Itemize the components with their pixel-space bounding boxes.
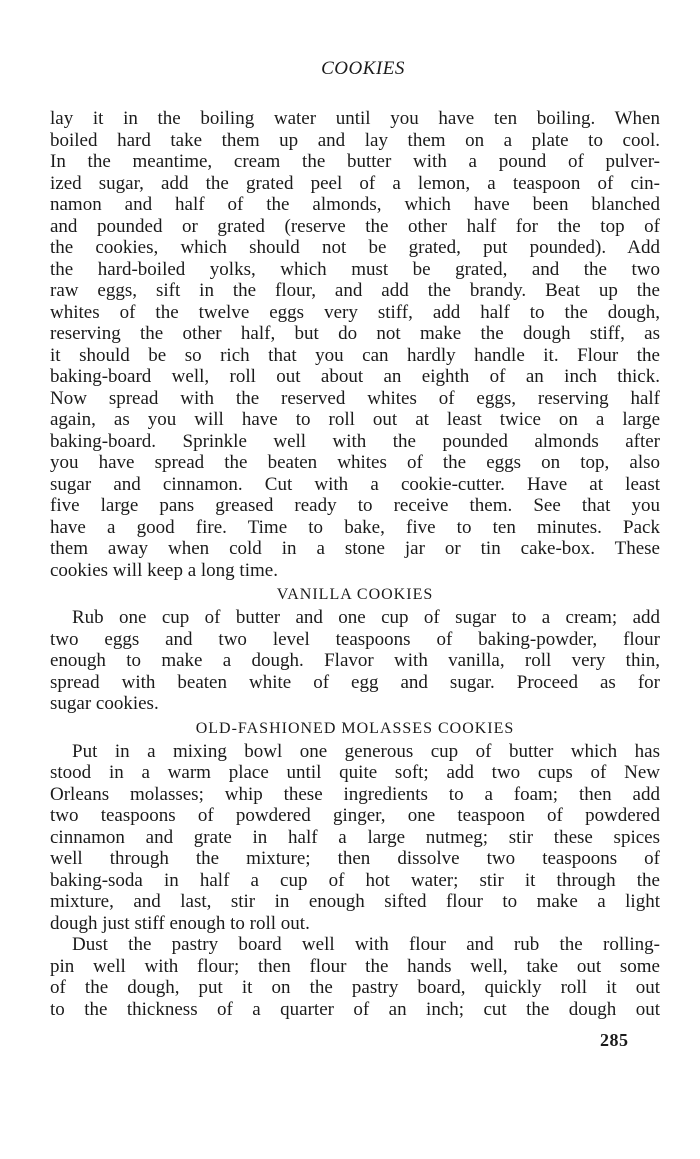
text-line: whites of the twelve eggs very stiff, add half to the dough, [50, 301, 660, 323]
text-line: spread with beaten white of egg and sugar. Proceed as for [50, 671, 660, 693]
text-line: Rub one cup of butter and one cup of sugar to a cream; add [72, 607, 660, 628]
text-line: sugar and cinnamon. Cut with a cookie-cutter. Have at least [50, 473, 660, 495]
text-line: stood in a warm place until quite soft; add two cups of New [50, 762, 660, 783]
text-line: baking-board well, roll out about an eighth of an inch thick. [50, 366, 660, 387]
text-line: two eggs and two level teaspoons of baking-powder, flour [50, 628, 660, 650]
text-line: In the meantime, cream the butter with a pound of pulver- [50, 151, 660, 172]
text-line: two teaspoons of powdered ginger, one teaspoon of powdered [50, 805, 660, 826]
text-line: lay it in the boiling water until you have ten boiling. When [50, 108, 660, 129]
text-line: it should be so rich that you can hardly handle it. Flour the [50, 344, 660, 366]
paragraph [50, 108, 660, 581]
text-line: you have spread the beaten whites of the eggs on top, also [50, 452, 660, 473]
text-line: Now spread with the reserved whites of eggs, reserving half [50, 387, 660, 409]
paragraph [50, 607, 660, 715]
section-heading: OLD-FASHIONED MOLASSES COOKIES [195, 719, 515, 737]
page-body [50, 108, 660, 1020]
text-line: Dust the pastry board well with flour and rub the rolling- [72, 934, 660, 955]
text-line: well through the mixture; then dissolve two teaspoons of [50, 848, 660, 869]
text-line: baking-board. Sprinkle well with the pounded almonds after [50, 430, 660, 452]
text-line: them away when cold in a stone jar or tin cake-box. These [50, 538, 660, 559]
text-line: to the thickness of a quarter of an inch; cut the dough out [50, 998, 660, 1020]
running-head: COOKIES [321, 58, 405, 79]
text-line: enough to make a dough. Flavor with vanilla, roll very thin, [50, 650, 660, 671]
text-line: five large pans greased ready to receive them. See that you [50, 495, 660, 516]
text-line: raw eggs, sift in the flour, and add the brandy. Beat up the [50, 280, 660, 301]
text-line: cookies will keep a long time. [50, 559, 278, 581]
text-line: namon and half of the almonds, which have been blanched [50, 194, 660, 215]
text-line: reserving the other half, but do not make the dough stiff, as [50, 323, 660, 344]
text-line: Put in a mixing bowl one generous cup of butter which has [72, 740, 660, 762]
text-line: pin well with flour; then flour the hands well, take out some [50, 955, 660, 977]
text-line: again, as you will have to roll out at least twice on a large [50, 409, 660, 430]
text-line: cinnamon and grate in half a large nutmeg; stir these spices [50, 826, 660, 848]
paragraph [50, 741, 660, 935]
text-line: mixture, and last, stir in enough sifted flour to make a light [50, 891, 660, 912]
section-heading: VANILLA COOKIES [276, 586, 434, 603]
text-line: ized sugar, add the grated peel of a lemon, a teaspoon of cin- [50, 172, 660, 194]
text-line: have a good fire. Time to bake, five to ten minutes. Pack [50, 516, 660, 538]
text-line: dough just stiff enough to roll out. [50, 912, 310, 934]
text-line: the hard-boiled yolks, which must be grated, and the two [50, 258, 660, 280]
text-line: of the dough, put it on the pastry board, quickly roll it out [50, 977, 660, 998]
paragraph [50, 934, 660, 1020]
text-line: and pounded or grated (reserve the other half for the top of [50, 215, 660, 237]
text-line: the cookies, which should not be grated, put pounded). Add [50, 237, 660, 258]
text-line: sugar cookies. [50, 693, 159, 714]
text-line: boiled hard take them up and lay them on a plate to cool. [50, 129, 660, 151]
text-line: baking-soda in half a cup of hot water; stir it through the [50, 869, 660, 891]
text-line: Orleans molasses; whip these ingredients to a foam; then add [50, 783, 660, 805]
page-number: 285 [600, 1030, 629, 1050]
